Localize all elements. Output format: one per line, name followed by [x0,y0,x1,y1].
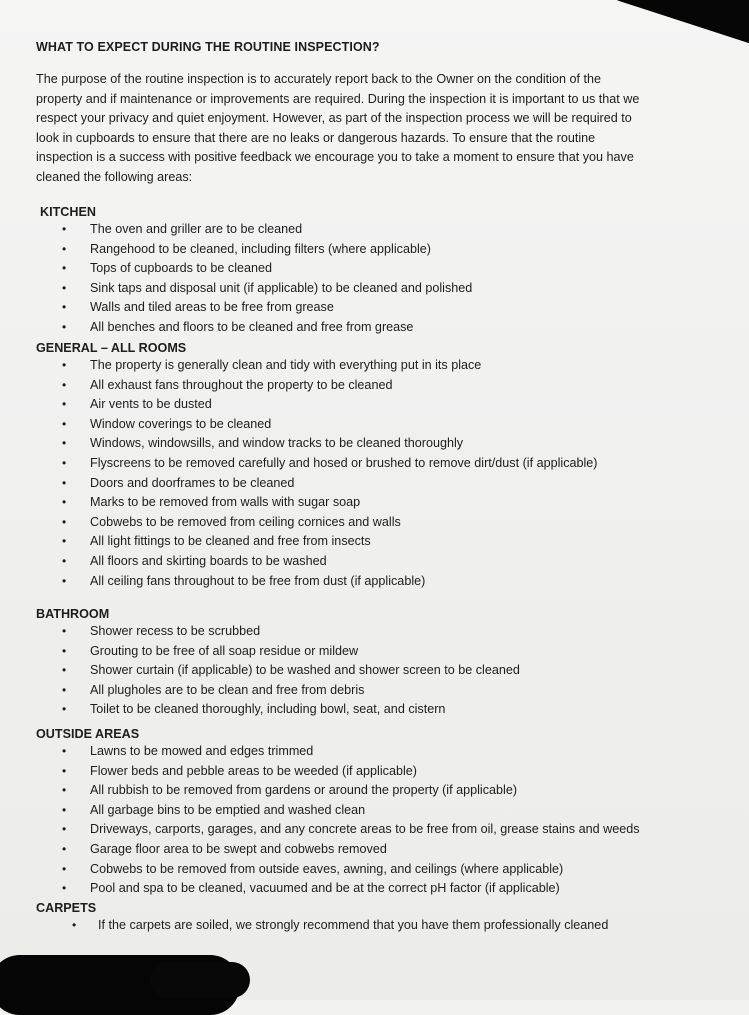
intro-line: inspection is a success with positive feedback we encourage you to take a moment to ensure that you have [36,150,634,165]
section-heading: KITCHEN [40,205,96,219]
section-general [36,340,736,591]
checklist-item-text: If the carpets are soiled, we strongly recommend that you have them professionally cleaned [98,918,609,932]
checklist-item [36,840,736,860]
checklist-item-text: Lawns to be mowed and edges trimmed [90,744,314,758]
checklist-item [36,552,736,572]
bullet-icon: • [62,643,67,658]
checklist-item [36,415,736,435]
bullet-icon: • [62,241,67,256]
checklist-item-text: All floors and skirting boards to be washed [90,553,327,568]
checklist-item-text: Air vents to be dusted [90,397,212,412]
checklist-item [36,376,736,396]
checklist-item-text: Walls and tiled areas to be free from grease [90,300,334,315]
checklist-item [36,298,736,318]
checklist [36,622,736,720]
checklist-item-text: Windows, windowsills, and window tracks to be cleaned thoroughly [90,436,464,451]
checklist-item [36,762,736,782]
checklist-item [36,493,736,513]
bullet-icon: • [62,416,67,431]
checklist-item [36,259,736,279]
checklist-item [36,916,736,936]
checklist-item-text: Cobwebs to be removed from outside eaves, awning, and ceilings (where applicable) [90,861,564,876]
bullet-icon: • [62,300,67,315]
checklist-item-text: All light fittings to be cleaned and free from insects [90,534,371,549]
checklist-item [36,742,736,762]
bullet-icon: • [62,663,67,678]
checklist-item-text: Rangehood to be cleaned, including filters (where applicable) [90,241,431,256]
redaction-mark-bottom [150,962,250,998]
intro-line: The purpose of the routine inspection is to accurately report back to the Owner on the condition of the [36,72,601,86]
intro-line: respect your privacy and quiet enjoyment. However, as part of the inspection process we will be required to [36,111,632,126]
checklist-item-text: Sink taps and disposal unit (if applicable) to be cleaned and polished [90,280,473,295]
checklist-item-text: All rubbish to be removed from gardens or around the property (if applicable) [90,783,518,798]
section-heading: GENERAL – ALL ROOMS [36,341,187,355]
checklist-item-text: Driveways, carports, garages, and any concrete areas to be free from oil, grease stains and weeds [90,822,640,837]
checklist-item [36,572,736,592]
bullet-icon: • [62,744,67,758]
section-outside-areas [36,726,736,899]
checklist-item [36,820,736,840]
bullet-icon: • [62,261,67,276]
checklist [36,742,736,899]
checklist-item [36,474,736,494]
checklist-item-text: Marks to be removed from walls with sugar soap [90,495,361,510]
checklist-item [36,642,736,662]
bullet-icon: • [62,455,67,470]
bullet-icon: • [62,534,67,549]
bullet-icon: • [62,881,67,896]
checklist-item-text: All plugholes are to be clean and free from debris [90,682,365,697]
checklist-item [36,318,736,338]
checklist-item [36,781,736,801]
bullet-icon: • [62,553,67,568]
checklist-item-text: All exhaust fans throughout the property to be cleaned [90,377,393,392]
bullet-icon: • [62,222,67,236]
checklist-item-text: Shower curtain (if applicable) to be washed and shower screen to be cleaned [90,663,520,678]
checklist-item-text: Grouting to be free of all soap residue or mildew [90,643,359,658]
bullet-icon: • [62,514,67,529]
checklist-item-text: All ceiling fans throughout to be free from dust (if applicable) [90,573,426,588]
section-carpets [36,900,736,936]
bullet-icon: • [62,861,67,876]
checklist-item [36,532,736,552]
checklist-item-text: The property is generally clean and tidy with everything put in its place [90,358,482,372]
bullet-icon: • [62,802,67,817]
bullet-icon: • [72,918,77,932]
checklist-item [36,700,736,720]
bullet-icon: • [62,397,67,412]
checklist-item [36,879,736,899]
bullet-icon: • [62,377,67,392]
section-bathroom [36,606,736,720]
checklist-item [36,220,736,240]
section-heading: BATHROOM [36,607,110,621]
bullet-icon: • [62,624,67,638]
checklist-item-text: Doors and doorframes to be cleaned [90,475,295,490]
checklist-item-text: The oven and griller are to be cleaned [90,222,303,236]
checklist-item-text: All garbage bins to be emptied and washed clean [90,802,366,817]
checklist [36,220,736,338]
intro-paragraph [36,70,716,188]
bullet-icon: • [62,763,67,778]
checklist-item [36,661,736,681]
bullet-icon: • [62,495,67,510]
checklist-item-text: Flower beds and pebble areas to be weeded (if applicable) [90,763,417,778]
intro-line: property and if maintenance or improvements are required. During the inspection it is important to us that we [36,91,640,106]
bullet-icon: • [62,280,67,295]
section-heading: OUTSIDE AREAS [36,727,140,741]
intro-line: cleaned the following areas: [36,169,193,184]
checklist-item [36,454,736,474]
checklist-item [36,395,736,415]
bullet-icon: • [62,682,67,697]
checklist-item [36,681,736,701]
bullet-icon: • [62,475,67,490]
checklist-item [36,279,736,299]
bullet-icon: • [62,358,67,372]
checklist-item [36,434,736,454]
document-title: WHAT TO EXPECT DURING THE ROUTINE INSPECTION? [36,40,380,54]
checklist-item [36,801,736,821]
checklist-item-text: All benches and floors to be cleaned and free from grease [90,319,414,334]
checklist-item-text: Flyscreens to be removed carefully and hosed or brushed to remove dirt/dust (if applicable) [90,455,598,470]
checklist-item-text: Window coverings to be cleaned [90,416,272,431]
section-heading: CARPETS [36,901,97,915]
checklist-item-text: Shower recess to be scrubbed [90,624,261,638]
bullet-icon: • [62,841,67,856]
bullet-icon: • [62,573,67,588]
checklist-item-text: Cobwebs to be removed from ceiling cornices and walls [90,514,401,529]
checklist-item [36,356,736,376]
checklist-item-text: Pool and spa to be cleaned, vacuumed and be at the correct pH factor (if applicable) [90,881,560,896]
bullet-icon: • [62,702,67,717]
redaction-mark-top [596,0,749,52]
bullet-icon: • [62,822,67,837]
checklist-item [36,513,736,533]
section-kitchen [36,204,736,338]
bullet-icon: • [62,436,67,451]
checklist-item [36,622,736,642]
checklist-item-text: Tops of cupboards to be cleaned [90,261,273,276]
checklist [36,916,736,936]
checklist-item-text: Garage floor area to be swept and cobwebs removed [90,841,387,856]
checklist-item [36,240,736,260]
checklist [36,356,736,591]
checklist-item [36,860,736,880]
intro-line: look in cupboards to ensure that there are no leaks or dangerous hazards. To ensure that the routine [36,130,596,145]
bullet-icon: • [62,783,67,798]
checklist-item-text: Toilet to be cleaned thoroughly, including bowl, seat, and cistern [90,702,446,717]
bullet-icon: • [62,319,67,334]
